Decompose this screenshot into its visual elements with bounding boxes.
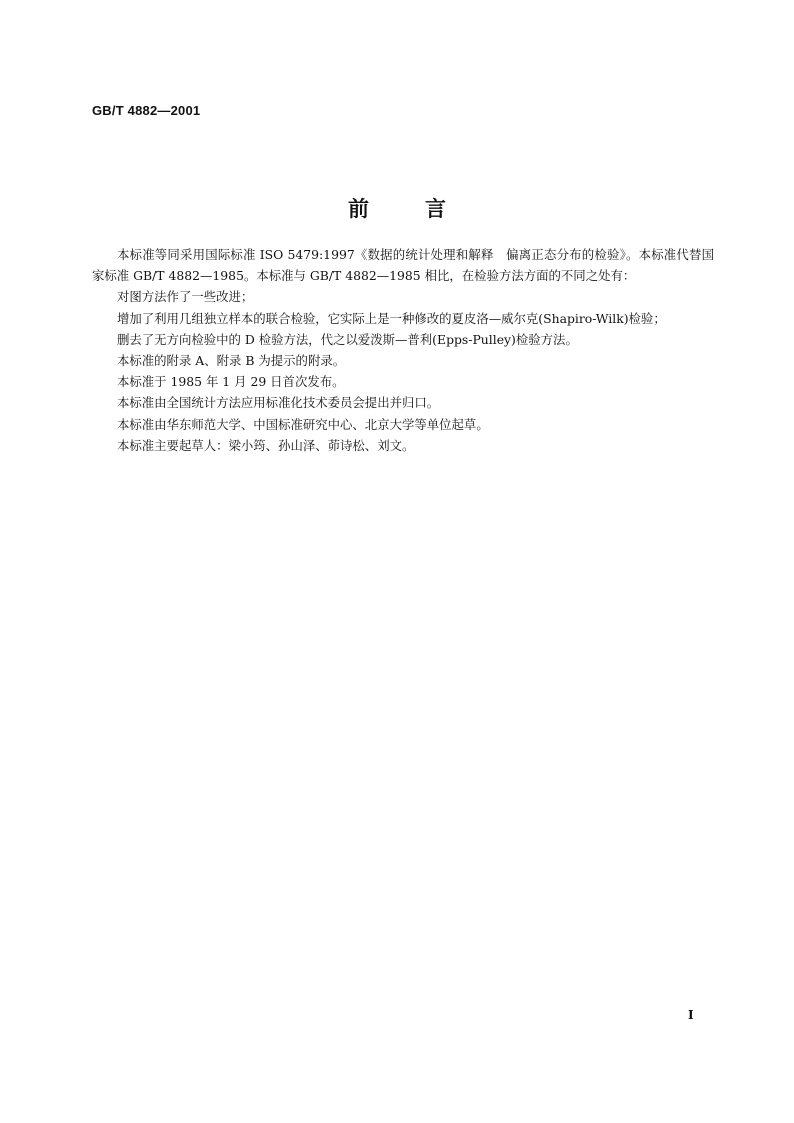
title-char-2: 言 [425, 197, 446, 221]
foreword-body [92, 244, 714, 456]
standard-code-header: GB/T 4882—2001 [92, 103, 201, 118]
paragraph-6: 本标准于 1985 年 1 月 29 日首次发布。 [117, 374, 345, 390]
paragraph-4: 删去了无方向检验中的 D 检验方法，代之以爱泼斯—普利(Epps-Pulley)检验方法。 [117, 331, 578, 347]
paragraph-3: 增加了利用几组独立样本的联合检验，它实际上是一种修改的夏皮洛—威尔克(Shapiro-Wilk)检验； [117, 310, 666, 326]
title-char-1: 前 [348, 197, 369, 221]
paragraph-9: 本标准主要起草人：梁小筠、孙山泽、茆诗松、刘文。 [117, 437, 415, 453]
paragraph-7: 本标准由全国统计方法应用标准化技术委员会提出并归口。 [117, 395, 440, 411]
paragraph-5: 本标准的附录 A、附录 B 为提示的附录。 [117, 353, 346, 369]
page-title [0, 193, 794, 223]
paragraph-8: 本标准由华东师范大学、中国标准研究中心、北京大学等单位起草。 [117, 416, 489, 432]
page-number: Ⅰ [688, 1008, 694, 1022]
paragraph-2: 对图方法作了一些改进； [117, 289, 254, 305]
paragraph-1: 本标准等同采用国际标准 ISO 5479:1997《数据的统计处理和解释 偏离正态分布的检验》。本标准代替国家标准 GB/T 4882—1985。本标准与 GB/T 4882—1985 相比，在检验方法方面的不同之处有： [92, 247, 714, 284]
